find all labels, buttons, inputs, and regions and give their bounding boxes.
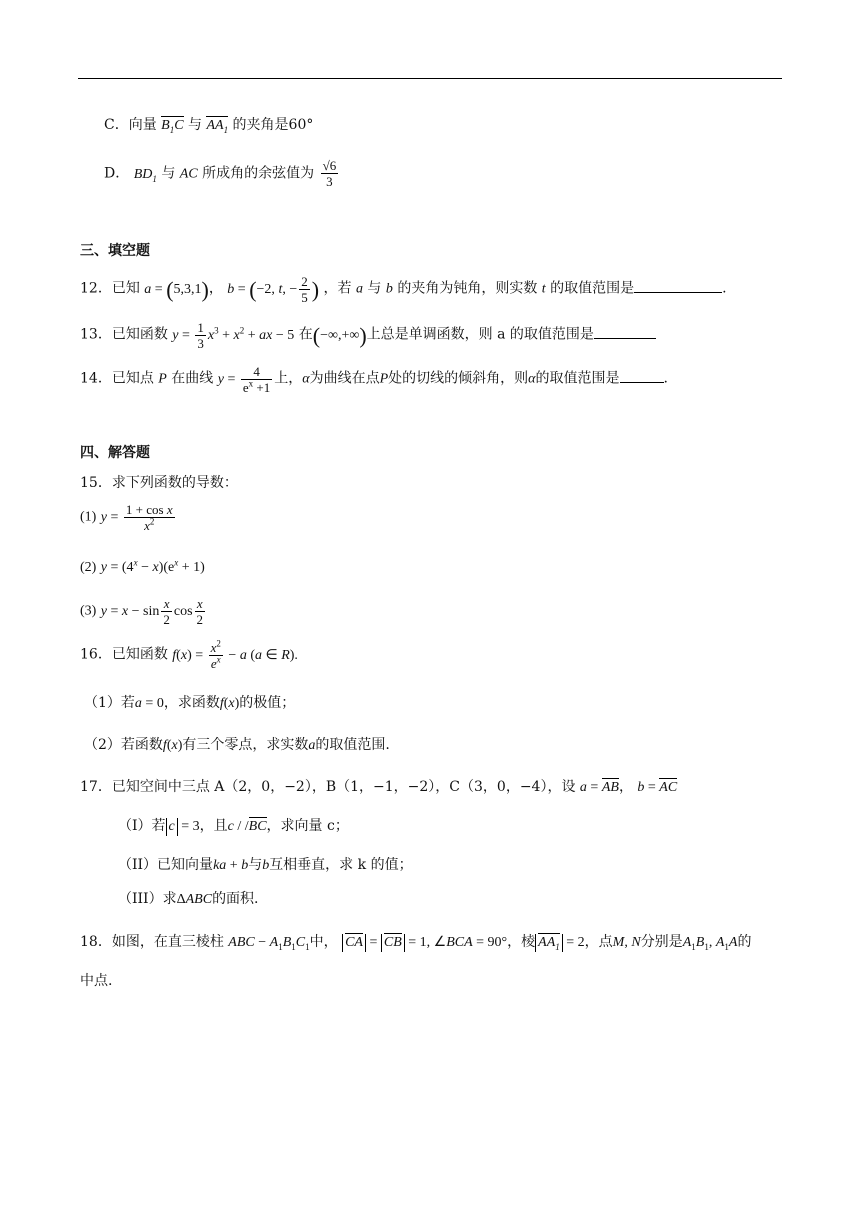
q13-label: 13．已知函数 — [80, 326, 168, 343]
q12-tail2: 的取值范围是 — [550, 280, 635, 297]
answer-blank[interactable] — [620, 370, 664, 383]
q16-part-2: （2）若函数f(x)有三个零点，求实数a的取值范围. — [84, 737, 390, 753]
q14-tail3: 的取值范围是 — [535, 370, 620, 387]
q13-mid: 在 — [298, 326, 313, 343]
answer-blank[interactable] — [594, 326, 656, 339]
question-14: 14．已知点 P 在曲线 y = $\frac{4}{e^x +1}$ 上，α为曲线在点P处的切线的倾斜角，则α的取值范围是 . — [80, 364, 668, 395]
q15-part-3: (3) y = x − sin $\frac{x}{2}$ cos $\frac{x}{2}$ — [80, 596, 204, 627]
q15-part-2: (2) $y = (4^x - x)(e^x + 1)$ — [80, 557, 205, 575]
q15-part-1: (1) y = $\frac{\text{1 + cos x}}{x^2}$ — [80, 502, 173, 533]
q14-end: . — [663, 370, 668, 387]
option-c-tail: 的夹角是60° — [232, 117, 314, 133]
answer-blank[interactable] — [634, 280, 722, 293]
q17-part-3: （III）求ΔABC的面积. — [118, 891, 259, 907]
q17-part-1: （I）若 c = 3，且c / /BC，求向量 c； — [118, 818, 349, 835]
question-17: 17．已知空间中三点 A（2，0，−2），B（1，−1，−2），C（3，0，−4），设 a = AB， b = AC — [80, 779, 678, 795]
q14-label: 14．已知点 — [80, 370, 154, 387]
q14-mid2: 上， — [274, 370, 303, 387]
option-c-mid: 与 — [188, 117, 203, 133]
q14-tail2: 处的切线的倾斜角，则 — [388, 370, 529, 387]
question-13: 13．已知函数 y = $\frac{1}{3}$ $x^3 + x^2$ + ax − 5 在(−∞,+∞)上总是单调函数，则 a 的取值范围是 — [80, 320, 656, 351]
q18-line-2: 中点. — [80, 973, 113, 989]
q14-mid: 在曲线 — [171, 370, 214, 387]
q12-tail: 的夹角为钝角，则实数 — [397, 280, 538, 297]
sqrt6-over-3: $\frac{√6}{3}$ — [322, 158, 337, 189]
question-15-title: 15．求下列函数的导数： — [80, 475, 238, 491]
q12-mid: ，若 — [323, 280, 352, 297]
q12-label: 12．已知 — [80, 280, 140, 297]
vector-aa1: $AA_1$ — [206, 118, 229, 135]
vector-b1c: $B_1C$ — [161, 118, 184, 135]
option-d: D． $BD_1$ 与 AC 所成角的余弦值为 $\frac{√6}{3}$ — [104, 158, 337, 189]
question-12: 12．已知 a = (5,3,1)， b = (−2, t, − $\frac{2}{5}$ ) ，若 a 与 b 的夹角为钝角，则实数 t 的取值范围是 . — [80, 274, 727, 305]
q12-mid2: 与 — [367, 280, 382, 297]
q17-label: 17．已知空间中三点 A（2，0，−2），B（1，−1，−2），C（3，0，−4），设 — [80, 779, 576, 795]
option-d-label: D． — [104, 165, 130, 182]
q16-label: 16．已知函数 — [80, 646, 168, 663]
option-c-label: C．向量 — [104, 117, 157, 133]
section-answer-heading: 四、解答题 — [80, 445, 150, 461]
section-fill-heading: 三、填空题 — [80, 243, 150, 259]
question-18: 18．如图，在直三棱柱 ABC − $A_1B_1C_1$中， CA = CB = 1, ∠BCA = 90°，棱 $AA_1 = 2$，点M, N分别是$A_1B_1$, $A_1A$的 — [80, 934, 752, 953]
q16-part-1: （1）若a = 0，求函数f(x)的极值； — [84, 695, 296, 711]
option-d-mid: 与 — [161, 165, 176, 182]
option-c — [104, 118, 313, 133]
q14-tail: 为曲线在点 — [309, 370, 380, 387]
header-rule — [78, 78, 782, 79]
q13-tail: 上总是单调函数，则 a 的取值范围是 — [366, 326, 594, 343]
q17-part-2: （II）已知向量ka + b与b互相垂直，求 k 的值； — [118, 857, 413, 873]
q18-label: 18．如图，在直三棱柱 — [80, 934, 224, 951]
option-d-tail: 所成角的余弦值为 — [202, 165, 315, 182]
q12-end: . — [722, 280, 727, 297]
question-16: 16．已知函数 f(x) = $\frac{x^2}{e^x}$ − a (a ∈ R). — [80, 638, 298, 671]
